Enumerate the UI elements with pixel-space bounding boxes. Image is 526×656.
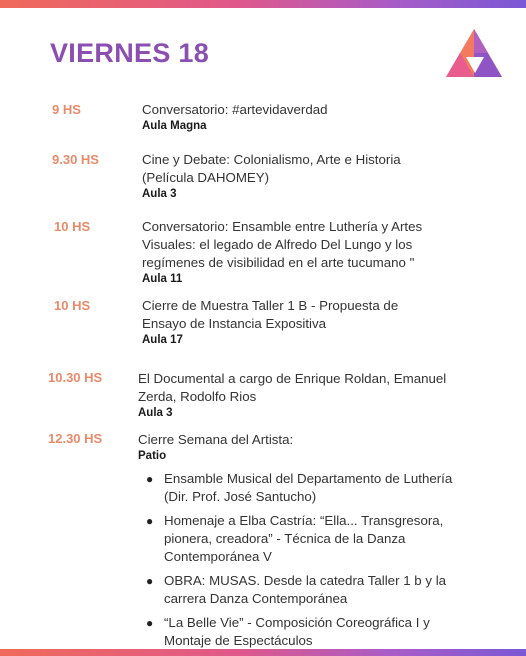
event-description: Conversatorio: #artevidaverdad [142, 102, 328, 117]
list-item-text: Homenaje a Elba Castría: “Ella... Transgresora, pionera, creadora” - Técnica de la Danza Contemporánea V [164, 513, 444, 564]
list-item [140, 614, 476, 650]
bullet-icon: ● [146, 514, 154, 528]
page-title: VIERNES 18 [50, 38, 210, 68]
list-item-text: “La Belle Vie” - Composición Coreográfica I y Montaje de Espectáculos [164, 615, 430, 648]
event-time: 9 HS [52, 102, 81, 117]
triangle-logo-icon [444, 27, 504, 79]
event-location: Aula 17 [142, 334, 183, 346]
event-time: 12.30 HS [48, 431, 103, 446]
event-description: Conversatorio: Ensamble entre Luthería y Artes Visuales: el legado de Alfredo Del Lungo y los regímenes de visibilidad en el arte tucumano " [142, 219, 423, 270]
bullet-icon: ● [146, 616, 154, 630]
list-item [140, 512, 476, 566]
event-description: Cine y Debate: Colonialismo, Arte e Historia (Película DAHOMEY) [142, 152, 401, 185]
event-description: El Documental a cargo de Enrique Roldan, Emanuel Zerda, Rodolfo Rios [138, 371, 447, 404]
list-item-text: Ensamble Musical del Departamento de Luthería (Dir. Prof. José Santucho) [164, 471, 453, 504]
bullet-icon: ● [146, 574, 154, 588]
event-item [142, 151, 432, 202]
event-time: 9.30 HS [52, 152, 99, 167]
event-time: 10.30 HS [48, 370, 103, 385]
list-item-text: OBRA: MUSAS. Desde la catedra Taller 1 b y la carrera Danza Contemporánea [164, 573, 447, 606]
event-time: 10 HS [54, 219, 91, 234]
event-location: Aula 3 [142, 188, 177, 200]
list-item [140, 470, 476, 506]
event-location: Aula Magna [142, 120, 207, 132]
bullet-icon: ● [146, 472, 154, 486]
event-time: 10 HS [54, 298, 91, 313]
closing-activities-list [140, 470, 476, 656]
event-location: Aula 11 [142, 273, 183, 285]
event-item [142, 218, 478, 287]
event-item [138, 431, 458, 464]
top-gradient-bar [0, 0, 526, 8]
event-item [142, 297, 442, 348]
event-location: Aula 3 [138, 407, 173, 419]
event-item [138, 370, 458, 421]
event-description: Cierre Semana del Artista: [138, 432, 294, 447]
event-description: Cierre de Muestra Taller 1 B - Propuesta de Ensayo de Instancia Expositiva [142, 298, 399, 331]
list-item [140, 572, 476, 608]
event-location: Patio [138, 450, 167, 462]
bottom-gradient-bar [0, 649, 526, 656]
event-item [142, 101, 478, 134]
